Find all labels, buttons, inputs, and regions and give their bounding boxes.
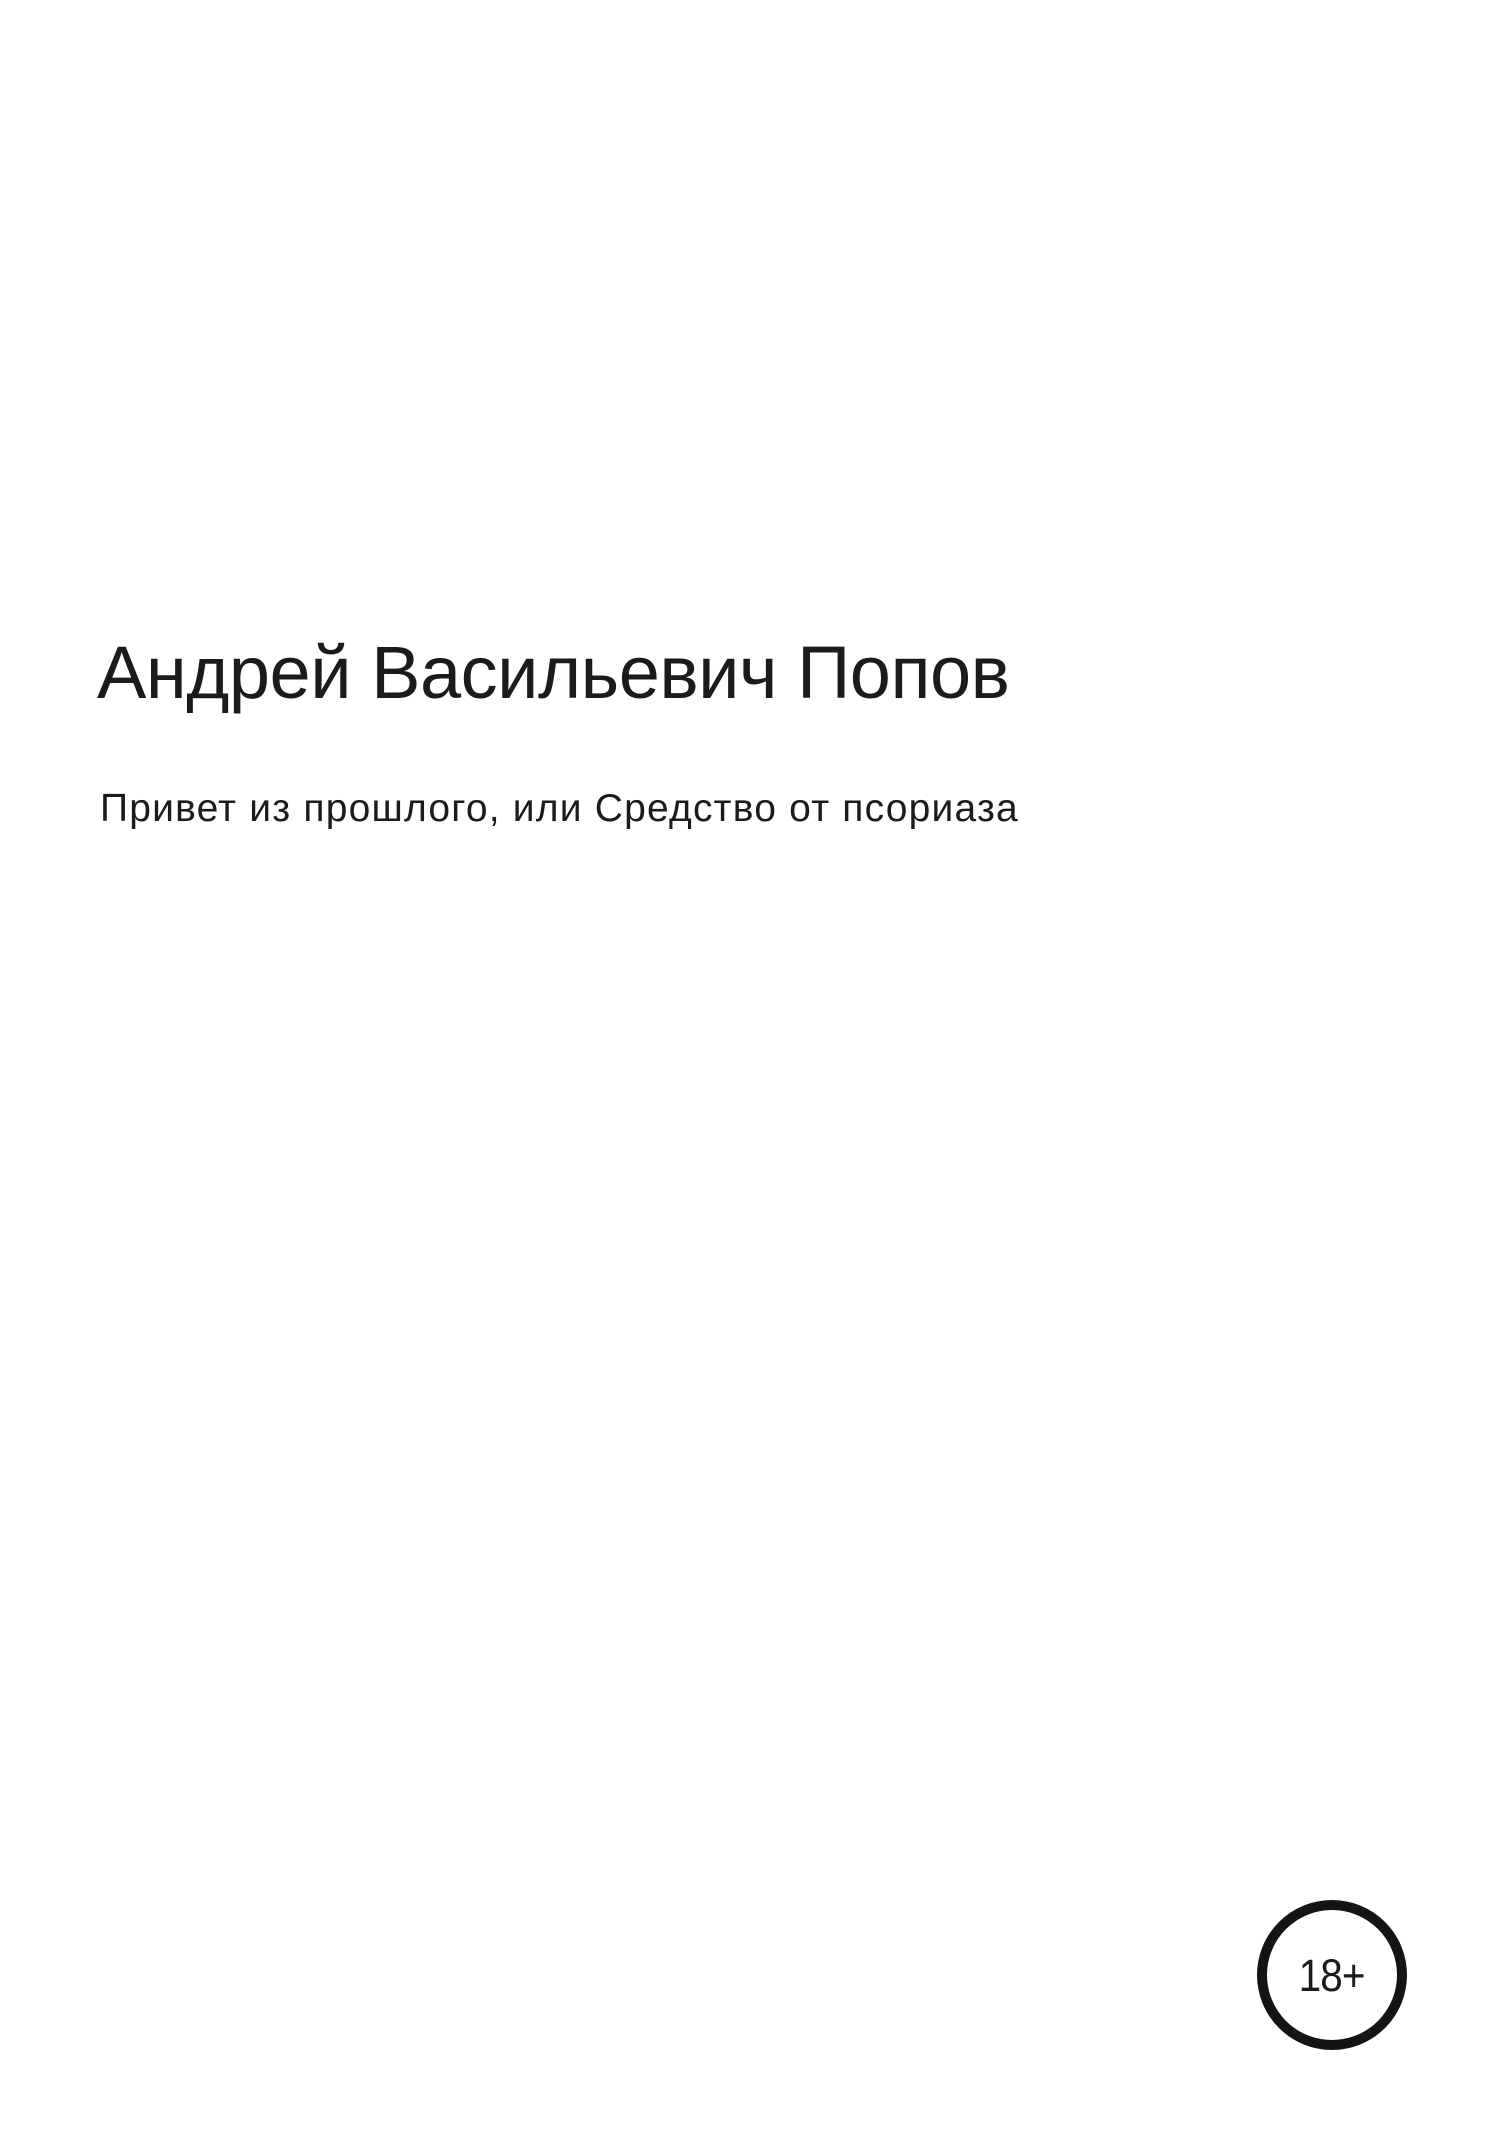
book-title: Привет из прошлого, или Средство от псориаза — [100, 787, 1019, 830]
author-name: Андрей Васильевич Попов — [97, 631, 1010, 714]
age-rating-label: 18+ — [1298, 1949, 1366, 2001]
age-rating-badge-icon — [1257, 1900, 1407, 2050]
